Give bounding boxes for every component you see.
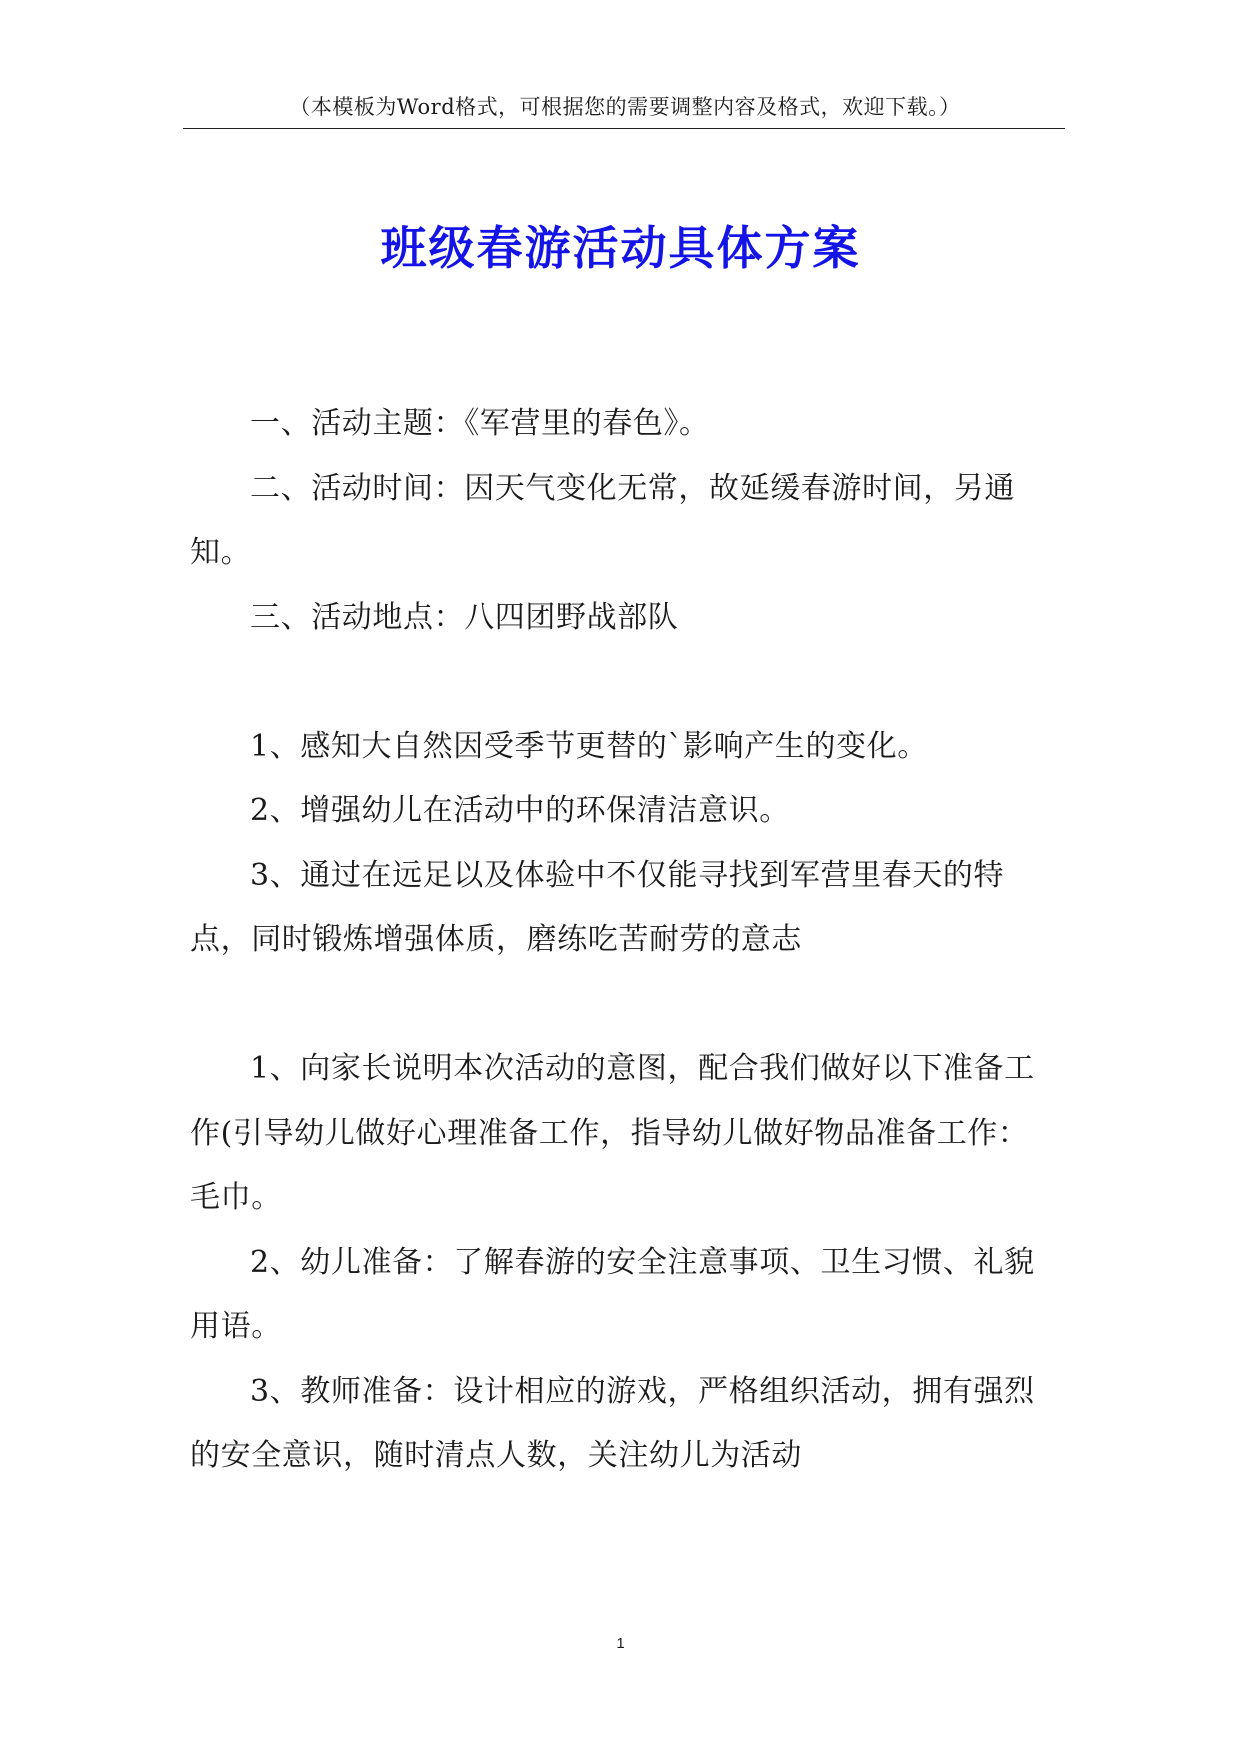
paragraph-spacer bbox=[190, 650, 1052, 715]
page-number: 1 bbox=[616, 1635, 625, 1652]
paragraph-activity-theme: 一、活动主题：《军营里的春色》。 bbox=[250, 406, 710, 441]
paragraph-goal-2: 2、增强幼儿在活动中的环保清洁意识。 bbox=[250, 793, 790, 828]
paragraph-prep-1: 1、向家长说明本次活动的意图，配合我们做好以下准备工作(引导幼儿做好心理准备工作，指导幼儿做好物品准备工作：毛巾。 bbox=[190, 1051, 1035, 1215]
paragraph-prep-3: 3、教师准备：设计相应的游戏，严格组织活动，拥有强烈的安全意识，随时清点人数，关注幼儿为活动 bbox=[190, 1373, 1035, 1473]
header-note: （本模板为Word格式，可根据您的需要调整内容及格式，欢迎下载。） bbox=[289, 95, 961, 119]
paragraph-goal-3: 3、通过在远足以及体验中不仅能寻找到军营里春天的特点，同时锻炼增强体质，磨练吃苦耐劳的意志 bbox=[190, 857, 1005, 957]
paragraph-prep-2: 2、幼儿准备：了解春游的安全注意事项、卫生习惯、礼貌用语。 bbox=[190, 1244, 1035, 1344]
paragraph-goal-1: 1、感知大自然因受季节更替的`影响产生的变化。 bbox=[250, 728, 928, 764]
paragraph-spacer bbox=[190, 973, 1052, 1038]
paragraph-activity-time: 二、活动时间：因天气变化无常，故延缓春游时间，另通知。 bbox=[190, 470, 1015, 570]
header-divider bbox=[183, 128, 1065, 129]
document-title: 班级春游活动具体方案 bbox=[380, 221, 861, 275]
paragraph-activity-location: 三、活动地点：八四团野战部队 bbox=[250, 599, 679, 635]
document-body bbox=[190, 392, 1052, 1489]
